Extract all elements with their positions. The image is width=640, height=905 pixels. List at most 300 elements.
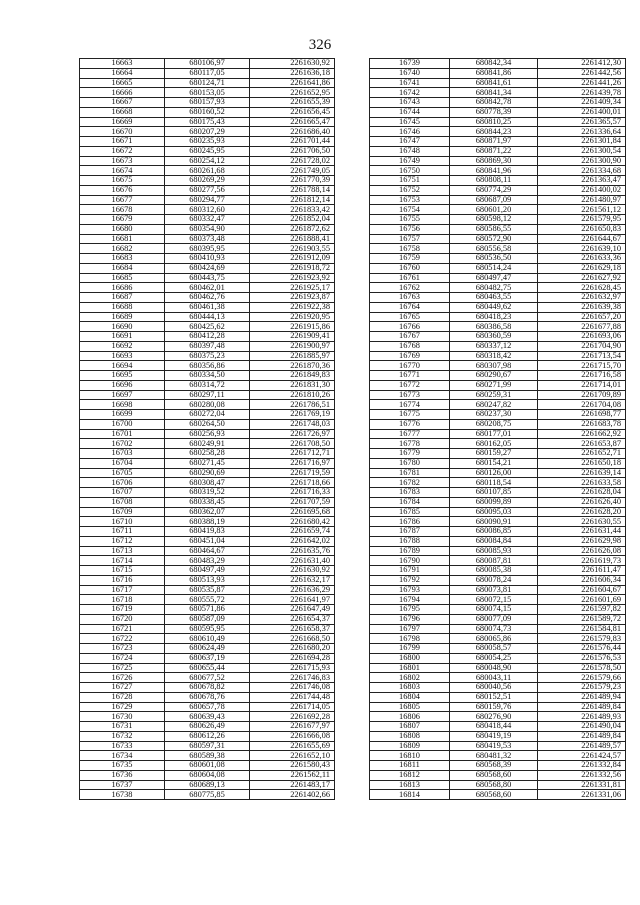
y-coordinate-cell: 2261728,02 <box>250 156 335 166</box>
point-number-cell: 16732 <box>80 731 165 741</box>
point-number-cell: 16750 <box>370 166 450 176</box>
y-coordinate-cell: 2261701,44 <box>250 137 335 147</box>
point-number-cell: 16749 <box>370 156 450 166</box>
x-coordinate-cell: 680624,49 <box>165 644 250 654</box>
x-coordinate-cell: 680373,48 <box>165 234 250 244</box>
x-coordinate-cell: 680312,60 <box>165 205 250 215</box>
x-coordinate-cell: 680841,34 <box>450 88 538 98</box>
x-coordinate-cell: 680639,43 <box>165 712 250 722</box>
y-coordinate-cell: 2261627,92 <box>538 273 626 283</box>
table-row <box>80 88 335 98</box>
x-coordinate-cell: 680598,12 <box>450 215 538 225</box>
y-coordinate-cell: 2261300,54 <box>538 146 626 156</box>
x-coordinate-cell: 680386,58 <box>450 322 538 332</box>
y-coordinate-cell: 2261641,97 <box>250 595 335 605</box>
table-row <box>80 107 335 117</box>
table-row <box>370 497 626 507</box>
y-coordinate-cell: 2261658,37 <box>250 624 335 634</box>
y-coordinate-cell: 2261833,42 <box>250 205 335 215</box>
x-coordinate-cell: 680338,45 <box>165 497 250 507</box>
point-number-cell: 16735 <box>80 761 165 771</box>
y-coordinate-cell: 2261580,43 <box>250 761 335 771</box>
point-number-cell: 16696 <box>80 380 165 390</box>
y-coordinate-cell: 2261715,70 <box>538 361 626 371</box>
table-row <box>370 614 626 624</box>
x-coordinate-cell: 680077,09 <box>450 614 538 624</box>
y-coordinate-cell: 2261695,68 <box>250 507 335 517</box>
table-row <box>370 215 626 225</box>
y-coordinate-cell: 2261694,28 <box>250 653 335 663</box>
x-coordinate-cell: 680482,75 <box>450 283 538 293</box>
x-coordinate-cell: 680247,82 <box>450 400 538 410</box>
table-row <box>80 263 335 273</box>
table-row <box>80 673 335 683</box>
point-number-cell: 16673 <box>80 156 165 166</box>
table-row <box>80 176 335 186</box>
x-coordinate-cell: 680354,90 <box>165 224 250 234</box>
y-coordinate-cell: 2261611,47 <box>538 566 626 576</box>
y-coordinate-cell: 2261786,51 <box>250 400 335 410</box>
table-row <box>80 653 335 663</box>
table-row <box>370 78 626 88</box>
table-row <box>80 595 335 605</box>
x-coordinate-cell: 680481,32 <box>450 751 538 761</box>
y-coordinate-cell: 2261659,74 <box>250 527 335 537</box>
point-number-cell: 16670 <box>80 127 165 137</box>
point-number-cell: 16799 <box>370 644 450 654</box>
x-coordinate-cell: 680048,90 <box>450 663 538 673</box>
table-row <box>370 400 626 410</box>
x-coordinate-cell: 680261,68 <box>165 166 250 176</box>
table-row <box>370 146 626 156</box>
y-coordinate-cell: 2261301,84 <box>538 137 626 147</box>
x-coordinate-cell: 680078,24 <box>450 575 538 585</box>
point-number-cell: 16785 <box>370 507 450 517</box>
point-number-cell: 16810 <box>370 751 450 761</box>
table-row <box>370 224 626 234</box>
y-coordinate-cell: 2261641,86 <box>250 78 335 88</box>
point-number-cell: 16680 <box>80 224 165 234</box>
point-number-cell: 16780 <box>370 458 450 468</box>
x-coordinate-cell: 680072,15 <box>450 595 538 605</box>
table-row <box>370 595 626 605</box>
table-row <box>80 644 335 654</box>
y-coordinate-cell: 2261657,20 <box>538 312 626 322</box>
table-row <box>80 527 335 537</box>
point-number-cell: 16764 <box>370 302 450 312</box>
x-coordinate-cell: 680106,97 <box>165 59 250 69</box>
table-row <box>370 692 626 702</box>
x-coordinate-cell: 680808,11 <box>450 176 538 186</box>
y-coordinate-cell: 2261870,36 <box>250 361 335 371</box>
table-row <box>370 332 626 342</box>
x-coordinate-cell: 680362,07 <box>165 507 250 517</box>
table-row <box>80 59 335 69</box>
point-number-cell: 16718 <box>80 595 165 605</box>
point-number-cell: 16753 <box>370 195 450 205</box>
point-number-cell: 16768 <box>370 341 450 351</box>
table-row <box>80 302 335 312</box>
table-row <box>370 185 626 195</box>
x-coordinate-cell: 680043,11 <box>450 673 538 683</box>
table-row <box>80 780 335 790</box>
y-coordinate-cell: 2261400,02 <box>538 185 626 195</box>
table-row <box>370 117 626 127</box>
x-coordinate-cell: 680689,13 <box>165 780 250 790</box>
point-number-cell: 16762 <box>370 283 450 293</box>
y-coordinate-cell: 2261680,42 <box>250 517 335 527</box>
x-coordinate-cell: 680107,85 <box>450 488 538 498</box>
table-row <box>370 351 626 361</box>
table-row <box>370 722 626 732</box>
table-row <box>80 351 335 361</box>
table-row <box>370 634 626 644</box>
x-coordinate-cell: 680775,85 <box>165 790 250 800</box>
x-coordinate-cell: 680360,59 <box>450 332 538 342</box>
y-coordinate-cell: 2261490,04 <box>538 722 626 732</box>
x-coordinate-cell: 680290,67 <box>450 371 538 381</box>
table-row <box>80 195 335 205</box>
x-coordinate-cell: 680269,29 <box>165 176 250 186</box>
table-row <box>80 341 335 351</box>
x-coordinate-cell: 680626,49 <box>165 722 250 732</box>
y-coordinate-cell: 2261922,38 <box>250 302 335 312</box>
x-coordinate-cell: 680332,47 <box>165 215 250 225</box>
table-row <box>80 478 335 488</box>
x-coordinate-cell: 680054,25 <box>450 653 538 663</box>
point-number-cell: 16746 <box>370 127 450 137</box>
x-coordinate-cell: 680254,12 <box>165 156 250 166</box>
x-coordinate-cell: 680162,05 <box>450 439 538 449</box>
y-coordinate-cell: 2261706,50 <box>250 146 335 156</box>
x-coordinate-cell: 680595,95 <box>165 624 250 634</box>
y-coordinate-cell: 2261579,23 <box>538 683 626 693</box>
y-coordinate-cell: 2261686,40 <box>250 127 335 137</box>
table-row <box>370 127 626 137</box>
table-row <box>80 137 335 147</box>
table-row <box>80 488 335 498</box>
x-coordinate-cell: 680065,86 <box>450 634 538 644</box>
x-coordinate-cell: 680152,51 <box>450 692 538 702</box>
table-row <box>370 644 626 654</box>
point-number-cell: 16775 <box>370 410 450 420</box>
table-row <box>370 371 626 381</box>
y-coordinate-cell: 2261920,95 <box>250 312 335 322</box>
table-row <box>80 371 335 381</box>
point-number-cell: 16804 <box>370 692 450 702</box>
table-row <box>370 244 626 254</box>
point-number-cell: 16663 <box>80 59 165 69</box>
table-row <box>80 234 335 244</box>
point-number-cell: 16806 <box>370 712 450 722</box>
table-row <box>80 254 335 264</box>
point-number-cell: 16777 <box>370 429 450 439</box>
coordinates-table-right <box>369 58 626 800</box>
y-coordinate-cell: 2261680,20 <box>250 644 335 654</box>
x-coordinate-cell: 680235,93 <box>165 137 250 147</box>
x-coordinate-cell: 680449,62 <box>450 302 538 312</box>
point-number-cell: 16672 <box>80 146 165 156</box>
point-number-cell: 16739 <box>370 59 450 69</box>
x-coordinate-cell: 680514,24 <box>450 263 538 273</box>
point-number-cell: 16725 <box>80 663 165 673</box>
table-row <box>370 59 626 69</box>
point-number-cell: 16781 <box>370 468 450 478</box>
point-number-cell: 16688 <box>80 302 165 312</box>
table-row <box>370 88 626 98</box>
table-row <box>80 702 335 712</box>
table-row <box>370 478 626 488</box>
point-number-cell: 16812 <box>370 770 450 780</box>
x-coordinate-cell: 680249,91 <box>165 439 250 449</box>
y-coordinate-cell: 2261636,18 <box>250 68 335 78</box>
x-coordinate-cell: 680277,56 <box>165 185 250 195</box>
x-coordinate-cell: 680395,95 <box>165 244 250 254</box>
y-coordinate-cell: 2261633,36 <box>538 254 626 264</box>
x-coordinate-cell: 680099,89 <box>450 497 538 507</box>
point-number-cell: 16686 <box>80 283 165 293</box>
point-number-cell: 16697 <box>80 390 165 400</box>
table-row <box>80 332 335 342</box>
y-coordinate-cell: 2261665,47 <box>250 117 335 127</box>
x-coordinate-cell: 680290,69 <box>165 468 250 478</box>
x-coordinate-cell: 680297,11 <box>165 390 250 400</box>
point-number-cell: 16782 <box>370 478 450 488</box>
point-number-cell: 16668 <box>80 107 165 117</box>
table-row <box>370 312 626 322</box>
point-number-cell: 16676 <box>80 185 165 195</box>
table-row <box>80 400 335 410</box>
point-number-cell: 16712 <box>80 536 165 546</box>
point-number-cell: 16692 <box>80 341 165 351</box>
table-row <box>370 527 626 537</box>
point-number-cell: 16763 <box>370 293 450 303</box>
table-row <box>370 107 626 117</box>
point-number-cell: 16757 <box>370 234 450 244</box>
table-row <box>80 751 335 761</box>
table-row <box>80 663 335 673</box>
table-row <box>370 761 626 771</box>
x-coordinate-cell: 680556,58 <box>450 244 538 254</box>
x-coordinate-cell: 680319,52 <box>165 488 250 498</box>
y-coordinate-cell: 2261849,83 <box>250 371 335 381</box>
point-number-cell: 16774 <box>370 400 450 410</box>
x-coordinate-cell: 680177,01 <box>450 429 538 439</box>
table-row <box>80 458 335 468</box>
point-number-cell: 16664 <box>80 68 165 78</box>
point-number-cell: 16803 <box>370 683 450 693</box>
table-row <box>370 263 626 273</box>
point-number-cell: 16779 <box>370 449 450 459</box>
point-number-cell: 16714 <box>80 556 165 566</box>
point-number-cell: 16713 <box>80 546 165 556</box>
table-row <box>80 205 335 215</box>
point-number-cell: 16715 <box>80 566 165 576</box>
point-number-cell: 16704 <box>80 458 165 468</box>
point-number-cell: 16747 <box>370 137 450 147</box>
point-number-cell: 16796 <box>370 614 450 624</box>
x-coordinate-cell: 680586,55 <box>450 224 538 234</box>
x-coordinate-cell: 680657,78 <box>165 702 250 712</box>
point-number-cell: 16709 <box>80 507 165 517</box>
point-number-cell: 16756 <box>370 224 450 234</box>
point-number-cell: 16784 <box>370 497 450 507</box>
point-number-cell: 16736 <box>80 770 165 780</box>
table-row <box>80 761 335 771</box>
x-coordinate-cell: 680464,67 <box>165 546 250 556</box>
x-coordinate-cell: 680074,73 <box>450 624 538 634</box>
y-coordinate-cell: 2261812,14 <box>250 195 335 205</box>
x-coordinate-cell: 680085,38 <box>450 566 538 576</box>
point-number-cell: 16773 <box>370 390 450 400</box>
point-number-cell: 16687 <box>80 293 165 303</box>
point-number-cell: 16770 <box>370 361 450 371</box>
table-row <box>80 78 335 88</box>
x-coordinate-cell: 680462,76 <box>165 293 250 303</box>
point-number-cell: 16738 <box>80 790 165 800</box>
x-coordinate-cell: 680157,93 <box>165 98 250 108</box>
y-coordinate-cell: 2261576,53 <box>538 653 626 663</box>
y-coordinate-cell: 2261662,92 <box>538 429 626 439</box>
y-coordinate-cell: 2261642,02 <box>250 536 335 546</box>
x-coordinate-cell: 680678,76 <box>165 692 250 702</box>
y-coordinate-cell: 2261903,55 <box>250 244 335 254</box>
table-row <box>370 293 626 303</box>
y-coordinate-cell: 2261633,58 <box>538 478 626 488</box>
y-coordinate-cell: 2261704,08 <box>538 400 626 410</box>
y-coordinate-cell: 2261628,20 <box>538 507 626 517</box>
x-coordinate-cell: 680513,93 <box>165 575 250 585</box>
y-coordinate-cell: 2261888,41 <box>250 234 335 244</box>
x-coordinate-cell: 680308,47 <box>165 478 250 488</box>
table-row <box>370 68 626 78</box>
y-coordinate-cell: 2261300,90 <box>538 156 626 166</box>
y-coordinate-cell: 2261644,67 <box>538 234 626 244</box>
y-coordinate-cell: 2261683,78 <box>538 419 626 429</box>
point-number-cell: 16800 <box>370 653 450 663</box>
point-number-cell: 16755 <box>370 215 450 225</box>
point-number-cell: 16783 <box>370 488 450 498</box>
table-row <box>80 156 335 166</box>
y-coordinate-cell: 2261650,18 <box>538 458 626 468</box>
x-coordinate-cell: 680844,23 <box>450 127 538 137</box>
x-coordinate-cell: 680483,29 <box>165 556 250 566</box>
table-row <box>80 449 335 459</box>
point-number-cell: 16802 <box>370 673 450 683</box>
table-row <box>370 449 626 459</box>
y-coordinate-cell: 2261562,11 <box>250 770 335 780</box>
table-row <box>370 176 626 186</box>
y-coordinate-cell: 2261900,97 <box>250 341 335 351</box>
point-number-cell: 16765 <box>370 312 450 322</box>
y-coordinate-cell: 2261584,81 <box>538 624 626 634</box>
y-coordinate-cell: 2261653,87 <box>538 439 626 449</box>
x-coordinate-cell: 680245,95 <box>165 146 250 156</box>
y-coordinate-cell: 2261746,08 <box>250 683 335 693</box>
x-coordinate-cell: 680587,09 <box>165 614 250 624</box>
y-coordinate-cell: 2261719,59 <box>250 468 335 478</box>
y-coordinate-cell: 2261331,06 <box>538 790 626 800</box>
y-coordinate-cell: 2261652,95 <box>250 88 335 98</box>
x-coordinate-cell: 680869,30 <box>450 156 538 166</box>
y-coordinate-cell: 2261619,73 <box>538 556 626 566</box>
point-number-cell: 16788 <box>370 536 450 546</box>
table-row <box>370 673 626 683</box>
y-coordinate-cell: 2261489,84 <box>538 702 626 712</box>
x-coordinate-cell: 680256,93 <box>165 429 250 439</box>
y-coordinate-cell: 2261923,87 <box>250 293 335 303</box>
y-coordinate-cell: 2261748,03 <box>250 419 335 429</box>
point-number-cell: 16720 <box>80 614 165 624</box>
y-coordinate-cell: 2261716,58 <box>538 371 626 381</box>
point-number-cell: 16721 <box>80 624 165 634</box>
table-row <box>370 741 626 751</box>
y-coordinate-cell: 2261918,72 <box>250 263 335 273</box>
x-coordinate-cell: 680124,71 <box>165 78 250 88</box>
point-number-cell: 16741 <box>370 78 450 88</box>
point-number-cell: 16684 <box>80 263 165 273</box>
table-row <box>80 390 335 400</box>
x-coordinate-cell: 680040,56 <box>450 683 538 693</box>
table-row <box>80 68 335 78</box>
x-coordinate-cell: 680597,31 <box>165 741 250 751</box>
y-coordinate-cell: 2261715,93 <box>250 663 335 673</box>
y-coordinate-cell: 2261714,01 <box>538 380 626 390</box>
table-row <box>370 702 626 712</box>
table-row <box>80 439 335 449</box>
table-row <box>80 273 335 283</box>
x-coordinate-cell: 680237,30 <box>450 410 538 420</box>
y-coordinate-cell: 2261400,01 <box>538 107 626 117</box>
x-coordinate-cell: 680451,04 <box>165 536 250 546</box>
point-number-cell: 16675 <box>80 176 165 186</box>
point-number-cell: 16717 <box>80 585 165 595</box>
point-number-cell: 16683 <box>80 254 165 264</box>
point-number-cell: 16727 <box>80 683 165 693</box>
y-coordinate-cell: 2261654,37 <box>250 614 335 624</box>
y-coordinate-cell: 2261677,97 <box>250 722 335 732</box>
table-row <box>80 361 335 371</box>
x-coordinate-cell: 680778,39 <box>450 107 538 117</box>
point-number-cell: 16716 <box>80 575 165 585</box>
point-number-cell: 16769 <box>370 351 450 361</box>
x-coordinate-cell: 680841,61 <box>450 78 538 88</box>
y-coordinate-cell: 2261912,09 <box>250 254 335 264</box>
table-row <box>80 293 335 303</box>
x-coordinate-cell: 680410,93 <box>165 254 250 264</box>
table-row <box>370 790 626 800</box>
x-coordinate-cell: 680175,43 <box>165 117 250 127</box>
x-coordinate-cell: 680463,55 <box>450 293 538 303</box>
point-number-cell: 16794 <box>370 595 450 605</box>
y-coordinate-cell: 2261788,14 <box>250 185 335 195</box>
y-coordinate-cell: 2261698,77 <box>538 410 626 420</box>
y-coordinate-cell: 2261632,97 <box>538 293 626 303</box>
table-row <box>370 605 626 615</box>
table-row <box>80 517 335 527</box>
point-number-cell: 16691 <box>80 332 165 342</box>
table-row <box>80 166 335 176</box>
table-row <box>370 575 626 585</box>
point-number-cell: 16743 <box>370 98 450 108</box>
point-number-cell: 16744 <box>370 107 450 117</box>
table-row <box>80 692 335 702</box>
x-coordinate-cell: 680307,98 <box>450 361 538 371</box>
point-number-cell: 16731 <box>80 722 165 732</box>
y-coordinate-cell: 2261331,81 <box>538 780 626 790</box>
point-number-cell: 16698 <box>80 400 165 410</box>
x-coordinate-cell: 680568,60 <box>450 770 538 780</box>
